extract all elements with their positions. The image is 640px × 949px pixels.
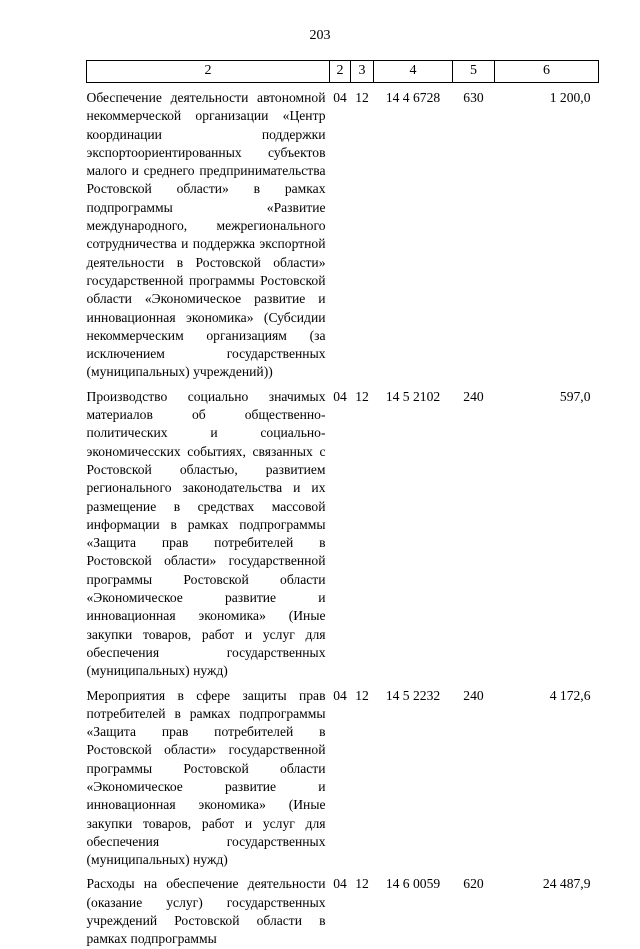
row-description: Мероприятия в сфере защиты прав потребителей в рамках подпрограммы «Защита прав потребителей в Ростовской области» государственной программы Ростовской области «Экономическое развитие и инновационная экономика» (Иные закупки товаров, работ и услуг для обеспечения государственных (муниципальных) нужд)	[86, 687, 326, 868]
table-row	[87, 89, 599, 382]
table-row	[87, 875, 599, 948]
row-subsection: 12	[355, 388, 369, 404]
header-row	[87, 61, 599, 83]
row-description: Производство социально значимых материалов об общественно-политических и социально-экономичесских событиях, связанных с Ростовской областью, развитием регионального законодательства и их размещение в средствах массовой информации в рамках подпрограммы «Защита прав потребителей в Ростовской области» государственной программы Ростовской области «Экономическое развитие и инновационная экономика» (Иные закупки товаров, работ и услуг для обеспечения государственных (муниципальных) нужд)	[86, 388, 326, 679]
header-col-section: 2	[330, 61, 351, 83]
row-amount: 597,0	[559, 388, 591, 404]
row-subsection: 12	[355, 90, 369, 105]
row-expense-type: 630	[463, 90, 484, 105]
table-row	[87, 687, 599, 870]
row-section: 04	[333, 388, 347, 404]
row-target-article: 14 5 2232	[385, 687, 441, 703]
row-subsection: 12	[355, 687, 369, 703]
row-expense-type: 620	[463, 876, 484, 892]
row-amount: 4 172,6	[549, 687, 591, 703]
row-expense-type: 240	[463, 388, 484, 404]
header-col-subsection: 3	[351, 61, 374, 83]
budget-table	[86, 60, 599, 949]
row-expense-type: 240	[463, 687, 484, 703]
row-section: 04	[333, 687, 347, 703]
table-row	[87, 388, 599, 681]
header-col-amount: 6	[495, 61, 599, 83]
row-subsection: 12	[355, 876, 369, 892]
row-amount: 1 200,0	[549, 90, 591, 105]
row-target-article: 14 4 6728	[385, 90, 441, 105]
row-section: 04	[333, 876, 347, 892]
row-target-article: 14 6 0059	[385, 876, 441, 892]
row-amount: 24 487,9	[542, 876, 591, 892]
row-section: 04	[333, 90, 347, 105]
header-col-expense-type: 5	[453, 61, 495, 83]
row-target-article: 14 5 2102	[385, 388, 441, 404]
row-description: Обеспечение деятельности автономной некоммерческой организации «Центр координации поддержки экспортоориентированных субъектов малого и среднего предпринимательства Ростовской области» в рамках подпрограммы «Развитие международного, межрегионального сотрудничества и поддержка экспортной деятельности в Ростовской области» государственной программы Ростовской области «Экономическое развитие и инновационная экономика» (Субсидии некоммерческим организациям (за исключением государственных (муниципальных) учреждений))	[86, 90, 326, 380]
header-col-target-article: 4	[374, 61, 453, 83]
header-col-description: 2	[87, 61, 330, 83]
page-number: 203	[309, 28, 331, 43]
row-description: Расходы на обеспечение деятельности (оказание услуг) государственных учреждений Ростовской области в рамках подпрограммы	[86, 876, 326, 947]
